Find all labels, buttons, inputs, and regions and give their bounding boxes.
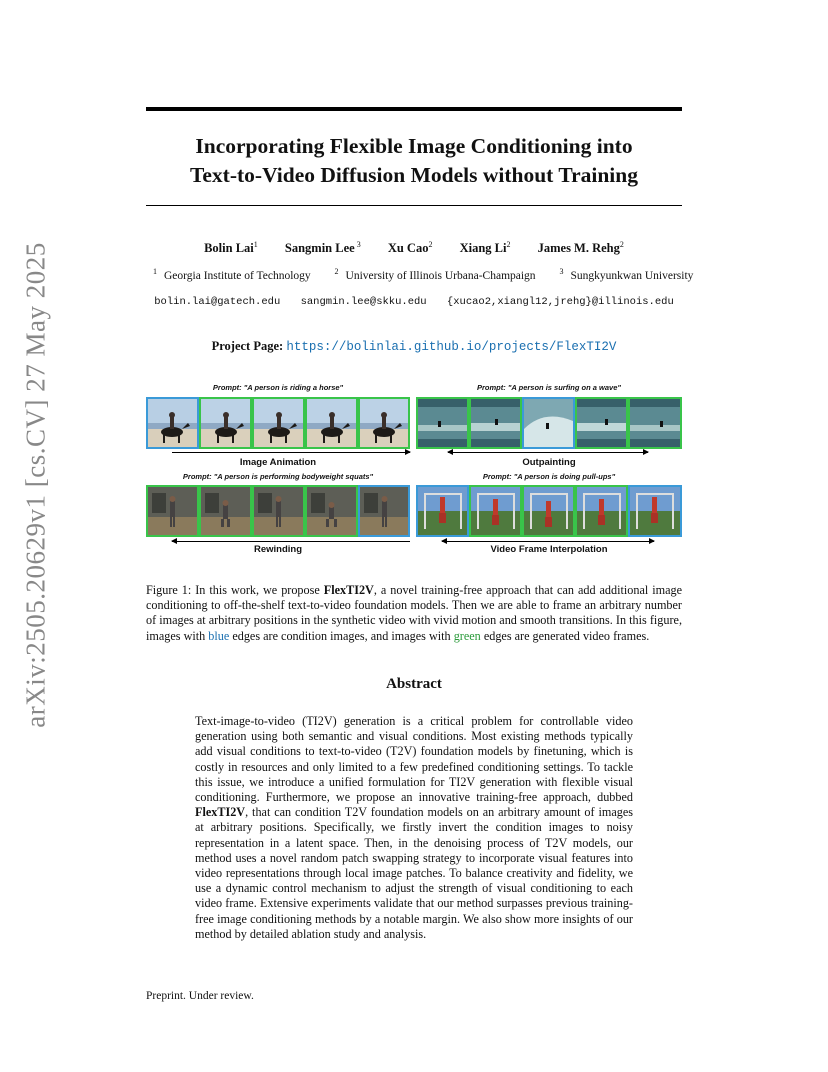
- project-page: [146, 339, 682, 354]
- affiliations: [146, 267, 694, 282]
- generated-frame: [416, 397, 469, 449]
- affiliation: $^2$ University of Illinois Urbana-Champaign: [334, 267, 536, 282]
- generated-frame: [469, 485, 522, 537]
- abstract-body: Text-image-to-video (TI2V) generation is a critical problem for controllable video generation using both semantic and visual conditions. Most existing methods typically add visual conditions to text-to-video (T2V) foundation models by finetuning, which is costly in resources and only limited to a few predefined conditioning settings. To tackle this issue, we introduce a unified formulation for TI2V generation with flexible visual conditioning. Furthermore, we propose an innovative training-free approach, dubbed FlexTI2V, that can condition T2V foundation models on an arbitrary amount of images at arbitrary positions. Specifically, we firstly invert the condition images to noisy representation in a latent space. Then, in the denoising process of T2V models, our method uses a novel random patch swapping strategy to incorporate visual features into video representations through local image patches. To balance creativity and fidelity, we use a dynamic control mechanism to adjust the strength of visual conditioning to each video frame. Extensive experiments validate that our method surpasses previous training-free image conditioning methods by a notable margin. We also show more insights of our method by detailed ablation study and analysis.: [195, 714, 633, 941]
- direction-arrow: [448, 452, 648, 453]
- panel-label: Rewinding: [253, 544, 303, 555]
- condition-frame: [146, 397, 199, 449]
- frame-strip-rewinding: [146, 485, 410, 537]
- email: {xucao2,xiangl12,jrehg}@illinois.edu: [446, 296, 674, 308]
- frame-strip-interpolation: [416, 485, 682, 537]
- panel-prompt: Prompt: "A person is surfing on a wave": [477, 383, 621, 392]
- condition-frame: [522, 397, 575, 449]
- title-bottom-rule: [146, 205, 682, 206]
- generated-frame: [305, 397, 358, 449]
- generated-frame: [575, 397, 628, 449]
- project-page-label: Project Page:: [211, 339, 284, 353]
- generated-frame: [628, 397, 682, 449]
- author: Sangmin Lee $^3$: [284, 239, 361, 255]
- generated-frame: [305, 485, 358, 537]
- author: Bolin Lai$^1$: [204, 239, 258, 255]
- project-page-link[interactable]: https://bolinlai.github.io/projects/FlexTI2V: [286, 340, 617, 354]
- author-list: [146, 241, 682, 256]
- panel-prompt: Prompt: "A person is riding a horse": [212, 383, 344, 392]
- figure-caption: Figure 1: In this work, we propose FlexTI2V, a novel training-free approach that can add additional image conditioning to off-the-shelf text-to-video foundation models. Then we are able to frame an arbitrary number of images at arbitrary positions in the synthetic video with vivid motion and smooth transitions. In this figure, images with blue edges are condition images, and images with green edges are generated video frames.: [146, 583, 682, 643]
- direction-arrow: [442, 541, 654, 542]
- affiliation: $^3$ Sungkyunkwan University: [559, 267, 694, 282]
- frame-strip-image-animation: [146, 397, 410, 449]
- panel-label: Video Frame Interpolation: [490, 544, 608, 555]
- email: sangmin.lee@skku.edu: [300, 296, 427, 308]
- generated-frame: [146, 485, 199, 537]
- condition-frame: [416, 485, 469, 537]
- paper-title: Incorporating Flexible Image Conditioning into Text-to-Video Diffusion Models without Training: [190, 134, 638, 187]
- author: Xiang Li$^2$: [459, 239, 511, 255]
- direction-arrow: [172, 452, 410, 453]
- author: James M. Rehg$^2$: [537, 239, 624, 255]
- generated-frame: [252, 397, 305, 449]
- panel-label: Outpainting: [522, 457, 576, 468]
- panel-prompt: Prompt: "A person is performing bodyweight squats": [182, 472, 374, 481]
- panel-label: Image Animation: [239, 457, 317, 468]
- top-rule: [146, 107, 682, 111]
- generated-frame: [199, 485, 252, 537]
- author-emails: [146, 296, 682, 308]
- direction-arrow: [172, 541, 410, 542]
- generated-frame: [469, 397, 522, 449]
- affiliation: $^1$ Georgia Institute of Technology: [153, 267, 311, 282]
- generated-frame: [522, 485, 575, 537]
- panel-prompt: Prompt: "A person is doing pull-ups": [482, 472, 616, 481]
- email: bolin.lai@gatech.edu: [154, 296, 281, 308]
- footer-note: Preprint. Under review.: [146, 990, 254, 1002]
- abstract-heading: Abstract: [386, 676, 442, 692]
- figure-1: [146, 378, 682, 560]
- generated-frame: [252, 485, 305, 537]
- condition-frame: [628, 485, 682, 537]
- arxiv-identifier: arXiv:2505.20629v1 [cs.CV] 27 May 2025: [20, 242, 51, 728]
- generated-frame: [358, 397, 410, 449]
- generated-frame: [199, 397, 252, 449]
- condition-frame: [358, 485, 410, 537]
- author: Xu Cao$^2$: [387, 239, 433, 255]
- generated-frame: [575, 485, 628, 537]
- frame-strip-outpainting: [416, 397, 682, 449]
